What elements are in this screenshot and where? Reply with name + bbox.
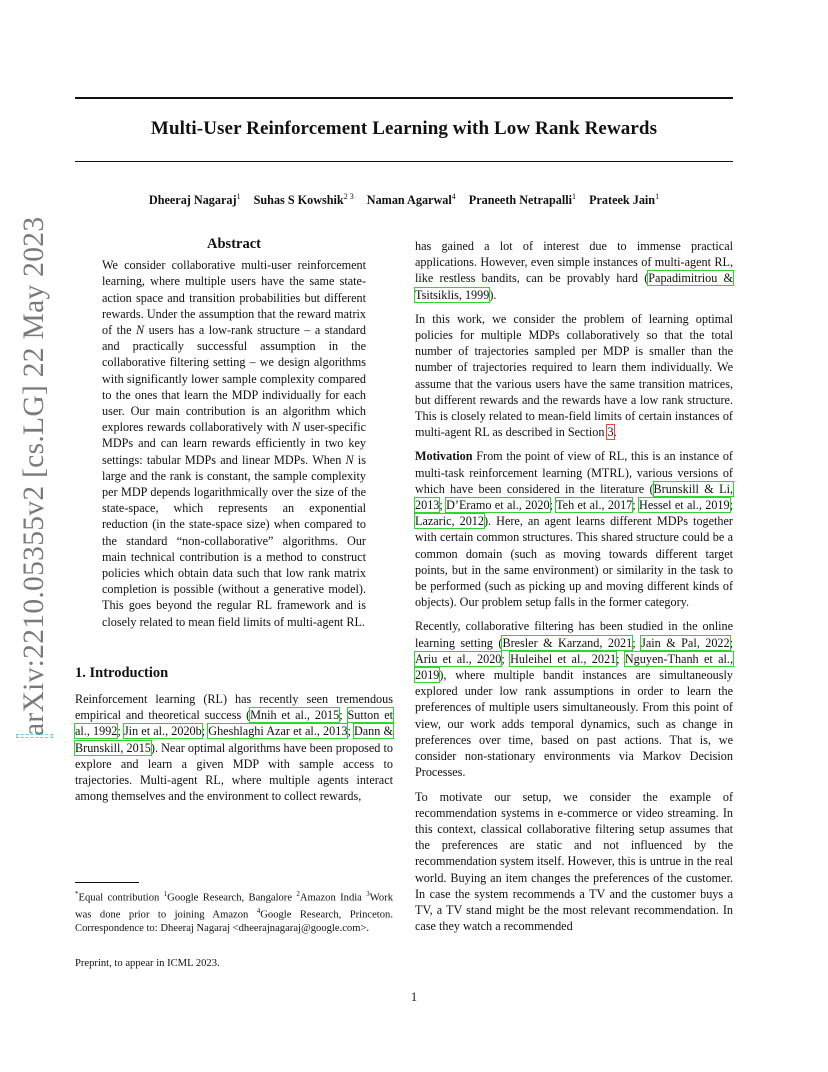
author-list (75, 192, 733, 208)
paragraph-lead: Motivation (415, 449, 473, 464)
citation-link[interactable]: Sutton et al., 1992 (75, 708, 393, 739)
abstract-text: We consider collaborative multi-user reinforcement learning, where multiple users have the same state-action space and transition probabilities but different rewards. Under the assumption that the reward matrix of the N users has a low-rank structure – a standard and practically successful assumption in the collaborative filtering setting – we design algorithms with significantly lower sample complexity compared to the ones that learn the MDP individually for each user. Our main contribution is an algorithm which explores rewards collaboratively with N user-specific MDPs and can learn rewards efficiently in two key settings: tabular MDPs and linear MDPs. When N is large and the rank is constant, the sample complexity per MDP depends logarithmically over the size of the state-space, which represents an exponential reduction (in the state-space size) when compared to the standard “non-collaborative” algorithms. Our main technical contribution is a method to construct policies which obtain data such that low rank matrix completion is possible (without a generative model). This goes beyond the regular RL framework and is closely related to mean field limits of multi-agent RL. (102, 258, 366, 629)
citation-link[interactable]: Brunskill & Li, 2013 (415, 481, 733, 513)
body-paragraph: Recently, collaborative filtering has been studied in the online learning setting (Bresler & Karzand, 2021; Jain & Pal, 2022; Ariu et al., 2020; Huleihel et al., 2021; Nguyen-Thanh et al., 2019), where multiple bandit instances are simultaneously explored under low rank assumptions in order to learn the preferences of multiple users simultaneously. From this point of view, our work adds temporal dynamics, such as change in preferences over time, based on past actions. That is, we consider non-stationary environments via Markov Decision Processes. (415, 619, 734, 780)
top-rule (75, 97, 733, 99)
footnote-rule (75, 882, 139, 883)
paper-title: Multi-User Reinforcement Learning with Low Rank Rewards (150, 118, 658, 139)
section-reference-link[interactable]: 3 (607, 425, 614, 440)
body-paragraph: To motivate our setup, we consider the example of recommendation systems in e-commerce or video streaming. In this context, classical collaborative filtering setup assumes that the preferences are static and not influenced by the recommendation system itself. However, this is untrue in the real world. Buying an item changes the preferences of the customer. In case the system recommends a TV and the customer buys a TV, a TV stand might be the most relevant recommendation. In case they watch a recommended (415, 789, 733, 934)
body-paragraph: has gained a lot of interest due to immense practical applications. However, even simple instances of multi-agent RL, like restless bandits, can be provably hard (Papadimitriou & Tsitsiklis, 1999). (415, 239, 733, 302)
citation-link[interactable]: Teh et al., 2017 (556, 498, 633, 513)
citation-link[interactable]: Bresler & Karzand, 2021 (502, 635, 633, 650)
author[interactable]: Dheeraj Nagaraj$^1$ (148, 192, 241, 208)
preprint-note: Preprint, to appear in ICML 2023. (75, 958, 220, 969)
citation-link[interactable]: Mnih et al., 2015 (250, 708, 340, 723)
citation-link[interactable]: Jain & Pal, 2022 (641, 635, 730, 650)
body-paragraph: In this work, we consider the problem of learning optimal policies for multiple MDPs collaboratively so that the total number of trajectories sampled per MDP is smaller than the number of trajectories required to learn them individually. We assume that the various users have the same transition matrices, but different rewards and the rewards have a low rank structure. This is closely related to mean-field limits of certain instances of multi-agent RL as described in Section 3. (415, 311, 733, 440)
page-number: 1 (410, 990, 418, 1004)
right-column (415, 238, 733, 942)
citation-link[interactable]: D’Eramo et al., 2020 (446, 498, 550, 513)
section-heading: 1. Introduction (75, 664, 169, 681)
citation-link[interactable]: Ariu et al., 2020 (415, 651, 502, 666)
citation-link[interactable]: Huleihel et al., 2021 (510, 651, 617, 666)
intro-paragraph: Reinforcement learning (RL) has recently seen tremendous empirical and theoretical success (Mnih et al., 2015; Sutton et al., 1992; Jin et al., 2020b; Gheshlaghi Azar et al., 2013; Dann & Brunskill, 2015). Near optimal algorithms have been proposed to explore and learn a given MDP with sample access to trajectories. Multi-agent RL, where multiple agents interact among themselves and the environment to collect rewards, (75, 692, 393, 804)
citation-link[interactable]: Gheshlaghi Azar et al., 2013 (208, 724, 348, 739)
author[interactable]: Praneeth Netrapalli$^1$ (468, 192, 577, 208)
citation-link[interactable]: Lazaric, 2012 (415, 514, 484, 529)
abstract-heading: Abstract (207, 236, 261, 252)
left-column (75, 236, 393, 813)
author[interactable]: Naman Agarwal$^4$ (366, 192, 456, 208)
citation-link[interactable]: Hessel et al., 2019 (639, 498, 730, 513)
citation-link[interactable]: Jin et al., 2020b (123, 724, 202, 739)
footnote: *Equal contribution $^1$Google Research, Bangalore $^2$Amazon India $^3$Work was done prior to joining Amazon $^4$Google Research, Princeton. Correspondence to: Dheeraj Nagaraj <dheerajnagaraj@google.com>. (75, 890, 394, 935)
citation-link[interactable]: Papadimitriou & Tsitsiklis, 1999 (415, 271, 733, 302)
author[interactable]: Prateek Jain$^1$ (589, 192, 660, 208)
motivation-paragraph: Motivation From the point of view of RL, this is an instance of multi-task reinforcement learning (MTRL), various versions of which have been considered in the literature (Brunskill & Li, 2013; D’Eramo et al., 2020; Teh et al., 2017; Hessel et al., 2019; Lazaric, 2012). Here, an agent learns different MDPs together with certain common structures. This shared structure could be a common domain (such as moving towards different target points, but in the same environment) or similarity in the task to be performed (such as picking up and moving different kinds of objects). Our problem setup falls in the former category. (415, 449, 733, 610)
author[interactable]: Suhas S Kowshik$^{2 3}$ (253, 192, 354, 208)
title-rule (75, 161, 733, 162)
citation-link[interactable]: Dann & Brunskill, 2015 (75, 724, 393, 755)
citation-link[interactable]: Nguyen-Thanh et al., 2019 (415, 651, 734, 683)
